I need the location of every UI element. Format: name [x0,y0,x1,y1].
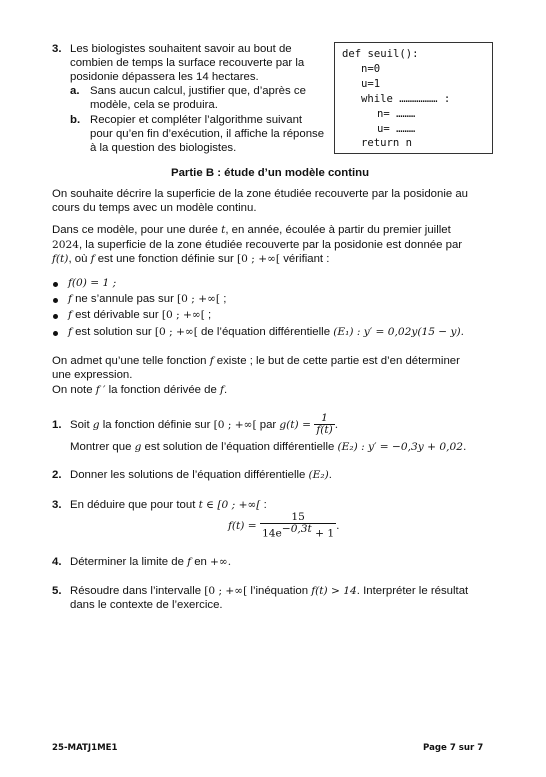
question-2-number: 2. [52,469,62,481]
question-3-formula: f(t) = $\frac{15}{14e^{-0,3t} + 1}$ . [228,511,340,540]
intro-p2-line-2: 2024, la superficie de la zone étudiée recouverte par la posidonie est donnée par [52,239,463,251]
q3b-line-3: à la question des biologistes. [90,142,237,154]
bullet-2: f ne s’annule pas sur [0 ; +∞[ ; [68,293,227,305]
q3-text-line-3: posidonie dépassera les 14 hectares. [70,71,259,83]
question-3-text: En déduire que pour tout t ∈ [0 ; +∞[ : [70,499,267,511]
code-line-while: while ……………… : [361,93,451,105]
bullet-dot [53,314,58,319]
footer-exam-code: 25-MATJ1ME1 [52,743,118,753]
q3a-label: a. [70,85,80,97]
admit-line-3: On note f ′ la fonction dérivée de f. [52,384,228,396]
bullet-dot [53,331,58,336]
code-line-n-update: n= ……… [377,108,416,120]
bullet-3: f est dérivable sur [0 ; +∞[ ; [68,309,212,321]
code-line-n-init: n=0 [361,63,381,75]
question-3-number: 3. [52,499,62,511]
intro-p1-line-1: On souhaite décrire la superficie de la zone étudiée recouverte par la posidonie au [52,188,469,200]
intro-p2-line-1: Dans ce modèle, pour une durée t, en année, écoulée à partir du premier juillet [52,224,451,236]
question-1-line-2: Montrer que g est solution de l’équation différentielle (E₂) : y′ = −0,3y + 0,02. [70,441,467,453]
bullet-1: f(0) = 1 ; [68,277,117,289]
partB-title: Partie B : étude d’un modèle continu [171,167,370,179]
q3b-line-1: Recopier et compléter l’algorithme suivant [90,114,303,126]
question-5-line-1: Résoudre dans l’intervalle [0 ; +∞[ l’inéquation f(t) > 14. Interpréter le résultat [70,585,469,597]
q3-text-line-1: Les biologistes souhaitent savoir au bout de [70,43,292,55]
bullet-dot [53,298,58,303]
q3a-line-2: modèle, cela se produira. [90,99,218,111]
q3-number: 3. [52,43,62,55]
question-5-number: 5. [52,585,62,597]
question-5-line-2: dans le contexte de l’exercice. [70,599,223,611]
footer-page-number: Page 7 sur 7 [423,743,484,753]
q3b-label: b. [70,114,81,126]
intro-p2-line-3: f(t), où f est une fonction définie sur [0 ; +∞[ vérifiant : [52,253,330,265]
q3b-line-2: pour qu’en fin d’exécution, il affiche la réponse [90,128,325,140]
admit-line-1: On admet qu’une telle fonction f existe ; le but de cette partie est d’en déterminer [52,355,460,367]
question-1-number: 1. [52,419,62,431]
bullet-4: f est solution sur [0 ; +∞[ de l’équation différentielle (E₁) : y′ = 0,02y(15 − y). [68,326,465,338]
code-line-u-update: u= ……… [377,123,416,135]
question-2-text: Donner les solutions de l’équation différentielle (E₂). [70,469,332,481]
code-line-def: def seuil(): [342,48,419,60]
intro-p1-line-2: cours du temps avec un modèle continu. [52,202,257,214]
code-line-return: return n [361,137,413,149]
admit-line-2: une expression. [52,369,133,381]
question-4-number: 4. [52,556,62,568]
question-4-text: Déterminer la limite de f en +∞. [70,556,232,568]
bullet-dot [53,282,58,287]
q3-text-line-2: combien de temps la surface recouverte par la [70,57,305,69]
code-line-u-init: u=1 [361,78,381,90]
q3a-line-1: Sans aucun calcul, justifier que, d’après ce [90,85,306,97]
question-1-line-1: Soit g la fonction définie sur [0 ; +∞[ par g(t) = $\frac{1}{f(t)}$ . [70,412,339,437]
